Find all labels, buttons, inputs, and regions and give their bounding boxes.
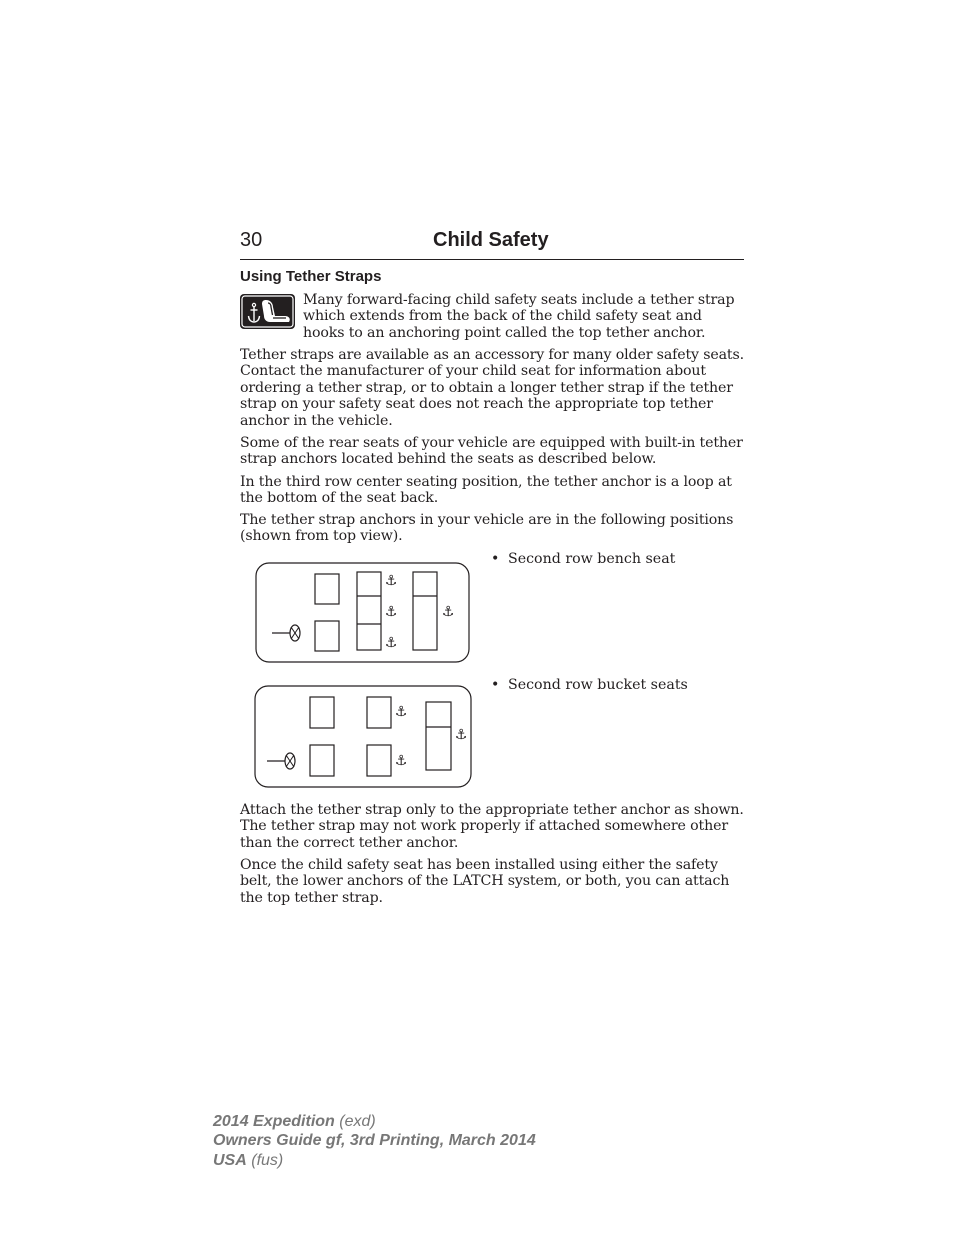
bucket-seats-diagram (254, 685, 473, 794)
front-passenger-seat (310, 697, 334, 728)
bullet-dot: • (491, 551, 500, 567)
child-seat-tether-anchor-icon (240, 294, 295, 329)
bench-seat-diagram (255, 562, 471, 669)
footer-market: USA (213, 1151, 247, 1169)
paragraph-attach-warning: Attach the tether strap only to the appropriate tether anchor as shown. The tether strap may not work properly if attached somewhere other than the correct tether anchor. (240, 802, 744, 851)
tether-anchor-icon: ⚓ (454, 727, 468, 743)
section-heading: Using Tether Straps (240, 268, 382, 285)
bullet-bucket-seats (491, 677, 688, 693)
bullet-dot: • (491, 677, 500, 693)
footer (213, 1112, 536, 1170)
driver-seat (315, 621, 339, 651)
tether-anchor-icon: ⚓ (384, 604, 398, 620)
tether-anchor-icon: ⚓ (384, 635, 398, 651)
steering-wheel-icon (267, 753, 295, 769)
intro-paragraph: Many forward-facing child safety seats include a tether strap which extends from the back of the child safety seat and hooks to an anchoring point called the top tether anchor. (303, 292, 735, 341)
footer-model: 2014 Expedition (213, 1113, 335, 1130)
front-passenger-seat (315, 574, 339, 604)
tether-anchor-icon: ⚓ (384, 573, 398, 589)
paragraph-third-row: In the third row center seating position, the tether anchor is a loop at the bottom of the seat back. (240, 474, 732, 507)
paragraph-built-in-anchors: Some of the rear seats of your vehicle are equipped with built-in tether strap anchors located behind the seats as described below. (240, 435, 743, 468)
tether-anchor-icon: ⚓ (394, 753, 408, 769)
bullet-bench-label: Second row bench seat (508, 551, 676, 567)
third-row-seat (413, 572, 437, 650)
second-row-bench-seat (357, 572, 381, 650)
paragraph-attach-top-tether: Once the child safety seat has been installed using either the safety belt, the lower anchors of the LATCH system, or both, you can attach the top tether strap. (240, 857, 730, 906)
page-number: 30 (240, 229, 263, 251)
bullet-bucket-label: Second row bucket seats (508, 677, 688, 693)
second-row-bucket-seat-right (367, 697, 391, 728)
third-row-seat (426, 702, 451, 770)
footer-market-code: (fus) (251, 1151, 284, 1169)
footer-line-guide (213, 1131, 536, 1150)
tether-anchor-icon: ⚓ (394, 704, 408, 720)
footer-line-model (213, 1112, 536, 1131)
vehicle-outline (255, 686, 471, 787)
footer-guide: Owners Guide gf, 3rd Printing, March 2014 (213, 1132, 536, 1150)
footer-line-market (213, 1151, 536, 1170)
steering-wheel-icon (272, 625, 300, 641)
paragraph-accessory: Tether straps are available as an accessory for many older safety seats. Contact the manufacturer of your child seat for information about ordering a tether strap, or to obtain a longer tether strap if the tether strap on your safety seat does not reach the appropriate top tether anchor in the vehicle. (240, 347, 744, 429)
bullet-bench-seat (491, 551, 675, 567)
header-rule (240, 259, 744, 260)
second-row-bucket-seat-left (367, 745, 391, 776)
paragraph-positions: The tether strap anchors in your vehicle are in the following positions (shown from top view). (240, 512, 734, 545)
driver-seat (310, 745, 334, 776)
tether-anchor-icon: ⚓ (441, 604, 455, 620)
page-title: Child Safety (433, 229, 549, 251)
footer-model-code: (exd) (339, 1113, 376, 1130)
